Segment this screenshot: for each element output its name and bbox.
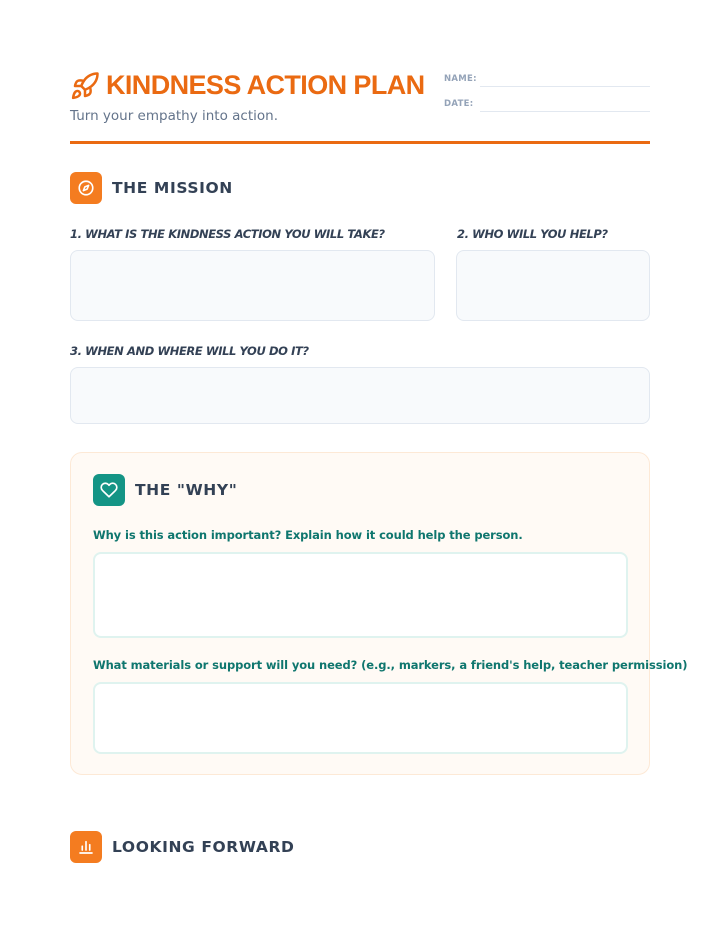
mission-title: THE MISSION bbox=[112, 179, 233, 197]
date-label: DATE: bbox=[444, 99, 474, 109]
why-question-2: What materials or support will you need? (e.g., markers, a friend's help, teacher permission) bbox=[93, 658, 688, 672]
header-divider bbox=[70, 141, 650, 144]
why-question-1: Why is this action important? Explain how it could help the person. bbox=[93, 528, 523, 542]
materials-answer-box[interactable] bbox=[93, 682, 628, 754]
date-field[interactable] bbox=[480, 111, 650, 112]
name-row bbox=[444, 68, 650, 93]
forward-heading bbox=[70, 831, 294, 863]
header bbox=[70, 68, 650, 144]
worksheet-page bbox=[70, 0, 688, 932]
mission-icon-badge bbox=[70, 172, 102, 204]
mission-heading bbox=[70, 172, 233, 204]
date-row bbox=[444, 93, 650, 118]
title-row bbox=[70, 70, 425, 101]
bar-chart-icon bbox=[77, 838, 95, 856]
name-field[interactable] bbox=[480, 86, 650, 87]
why-icon-badge bbox=[93, 474, 125, 506]
forward-title: LOOKING FORWARD bbox=[112, 838, 295, 856]
mission-question-3: 3. WHEN AND WHERE WILL YOU DO IT? bbox=[70, 344, 309, 358]
who-answer-box[interactable] bbox=[456, 250, 650, 321]
when-where-answer-box[interactable] bbox=[70, 367, 650, 424]
page-title: KINDNESS ACTION PLAN bbox=[106, 70, 425, 100]
why-heading bbox=[93, 474, 237, 506]
forward-icon-badge bbox=[70, 831, 102, 863]
rocket-icon bbox=[70, 71, 100, 101]
why-panel bbox=[70, 452, 688, 775]
mission-question-2: 2. WHO WILL YOU HELP? bbox=[457, 227, 608, 241]
name-label: NAME: bbox=[444, 74, 477, 84]
why-title: THE "WHY" bbox=[135, 481, 238, 499]
importance-answer-box[interactable] bbox=[93, 552, 628, 638]
compass-icon bbox=[77, 179, 95, 197]
heart-icon bbox=[100, 481, 118, 499]
page-subtitle: Turn your empathy into action. bbox=[70, 108, 278, 124]
name-date-fields bbox=[444, 68, 650, 118]
action-answer-box[interactable] bbox=[70, 250, 435, 321]
mission-question-1: 1. WHAT IS THE KINDNESS ACTION YOU WILL TAKE? bbox=[70, 227, 385, 241]
